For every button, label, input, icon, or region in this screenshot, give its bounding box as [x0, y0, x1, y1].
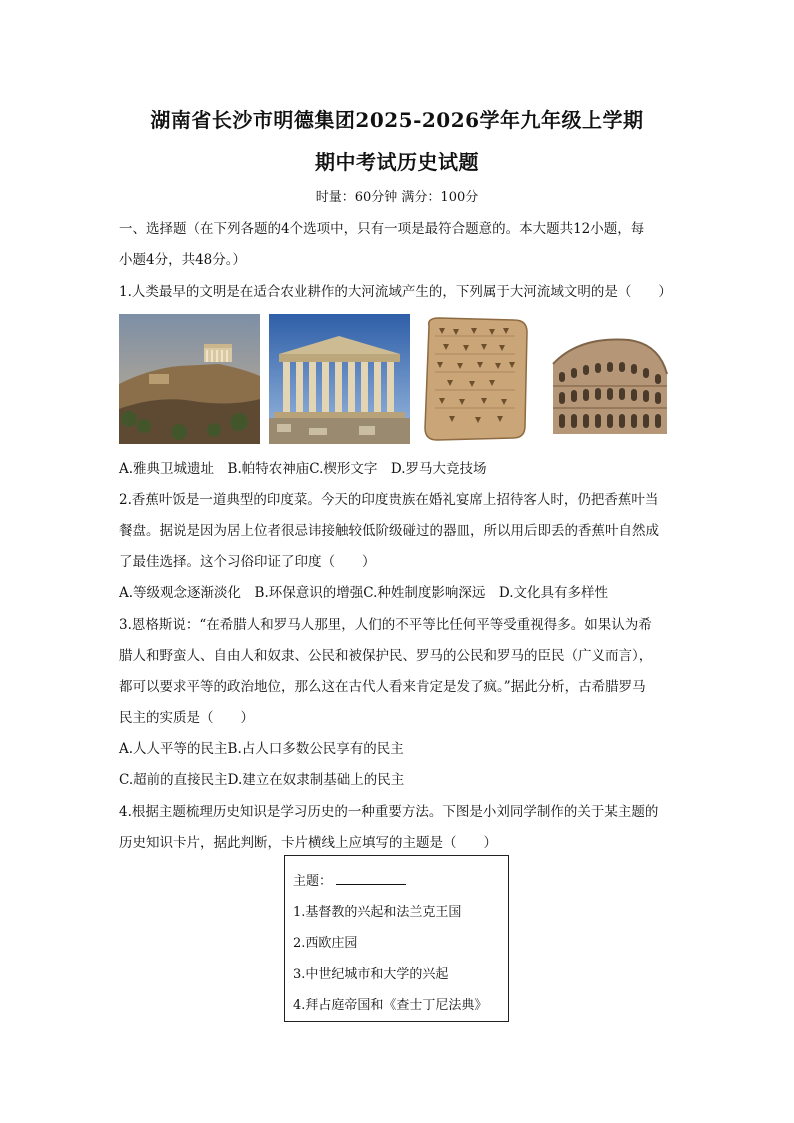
section-instructions-line2: 小题4分，共48分。）: [119, 252, 247, 268]
q4-line2: 历史知识卡片，据此判断，卡片横线上应填写的主题是（ ）: [119, 835, 497, 851]
cuneiform-tablet-photo: [419, 314, 531, 444]
q3-option-ab: A.人人平等的民主B.占人口多数公民享有的民主: [119, 741, 404, 757]
knowledge-card: [284, 855, 509, 1022]
card-item: 2.西欧庄园: [293, 936, 358, 951]
card-item: 3.中世纪城市和大学的兴起: [293, 967, 449, 982]
exam-title-line2: 期中考试历史试题: [315, 150, 479, 174]
q2-options: A.等级观念逐渐淡化 B.环保意识的增强C.种姓制度影响深远 D.文化具有多样性: [119, 585, 609, 601]
section-instructions-line1: 一、选择题（在下列各题的4个选项中，只有一项是最符合题意的。本大题共12小题，每: [119, 221, 645, 237]
exam-meta: 时量：60分钟 满分：100分: [315, 190, 479, 205]
card-topic-row: [293, 870, 406, 889]
q3-option-cd: C.超前的直接民主D.建立在奴隶制基础上的民主: [119, 772, 405, 788]
q3-line4: 民主的实质是（ ）: [119, 710, 254, 726]
q3-line2: 腊人和野蛮人、自由人和奴隶、公民和被保护民、罗马的公民和罗马的臣民（广义而言），: [119, 648, 653, 664]
q1-stem: 1.人类最早的文明是在适合农业耕作的大河流域产生的，下列属于大河流域文明的是（ ）: [119, 284, 672, 300]
q3-line1: 3.恩格斯说：“在希腊人和罗马人那里，人们的不平等比任何平等受重视得多。如果认为希: [119, 617, 652, 633]
topic-blank-line: [336, 874, 406, 885]
q1-options: A.雅典卫城遗址 B.帕特农神庙C.楔形文字 D.罗马大竞技场: [119, 461, 487, 477]
card-item: 1.基督教的兴起和法兰克王国: [293, 905, 462, 920]
q3-line3: 都可以要求平等的政治地位，那么这在古代人看来肯定是发了疯。”据此分析，古希腊罗马: [119, 679, 646, 695]
colosseum-photo: [549, 314, 670, 444]
card-topic-label: 主题：: [293, 874, 333, 889]
q2-line1: 2.香蕉叶饭是一道典型的印度菜。今天的印度贵族在婚礼宴席上招待客人时，仍把香蕉叶当: [119, 492, 659, 508]
q4-line1: 4.根据主题梳理历史知识是学习历史的一种重要方法。下图是小刘同学制作的关于某主题的: [119, 804, 659, 820]
acropolis-photo: [119, 314, 260, 444]
q2-line2: 餐盘。据说是因为居上位者很忌讳接触较低阶级碰过的器皿，所以用后即丢的香蕉叶自然成: [119, 523, 659, 539]
q2-line3: 了最佳选择。这个习俗印证了印度（ ）: [119, 554, 376, 570]
exam-title-line1: 湖南省长沙市明德集团2025-2026学年九年级上学期: [150, 108, 644, 132]
parthenon-photo: [269, 314, 410, 444]
card-item: 4.拜占庭帝国和《查士丁尼法典》: [293, 998, 488, 1013]
